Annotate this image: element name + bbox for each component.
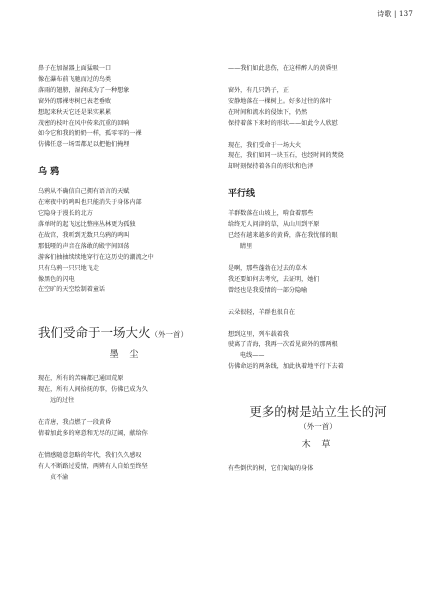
poem-line: 远的过往 (50, 397, 75, 405)
poem-stanza (228, 209, 408, 253)
poem-stanza (228, 330, 408, 374)
poem-line: 云朵很轻，羊群也很自在 (228, 308, 296, 316)
poem-line: 在时间和流水的侵蚀下，仍然 (228, 108, 308, 116)
poem-continuation-stanza (38, 64, 214, 151)
poem-subtitle: （外一首） (299, 422, 337, 432)
right-column (228, 64, 408, 475)
poem-stanza (228, 264, 408, 297)
poem-author: 墨 尘 (109, 350, 143, 361)
poem-line: 现在，我们受命于一场大火 (228, 141, 302, 149)
poem-line: 曾经也是我爱情的一部分隐喻 (228, 286, 308, 294)
poem-line: 贞不渝 (50, 473, 69, 481)
poem-line: 有些倒伏的树，它们匍匐的身体 (228, 465, 314, 473)
left-column (38, 64, 214, 484)
poem-line: 驶离了青海，我再一次看见窗外的那两根 (228, 341, 338, 349)
poem-title (38, 324, 214, 344)
poem-wuya (38, 187, 214, 296)
poem-line: 电线—— (240, 352, 265, 360)
poem-line: 在空旷的天空绘制着童话 (38, 286, 106, 294)
poem-stanza (38, 374, 214, 407)
poem-stanza (38, 418, 214, 440)
poem-stanza (38, 451, 214, 484)
poem-line: ——我们如此悲伤，在这样醉人的黄昏里 (228, 65, 338, 72)
poem-line: 窗外的那裸枣树已表老垂败 (38, 97, 112, 105)
poem-line: 在青唐，我点燃了一段黄昏 (38, 419, 112, 427)
poem-title-text: 我们受命于一场大火 (38, 325, 151, 341)
poem-line: 现在，所有人间拾抚的事，仿佛已成为久 (38, 386, 148, 394)
poem-line: 在情感随意忽略的年代，我们久久感叹 (38, 451, 142, 459)
poem-line: 落单时的起飞远比整座丛林更为孤独 (38, 220, 136, 228)
poem-subtitle: （外一首） (150, 330, 189, 340)
poem-line: 乌鸦从不确信自己拥有语言的天赋 (38, 188, 130, 196)
poem-line: 鼻子在加湿器上面猛吸一口 (38, 65, 112, 72)
poem-line: 倩着加此多的寒意和无尽的辽阔，献给你 (38, 429, 148, 437)
poem-line: 安静地落在一棵树上。好多过往的落叶 (228, 97, 332, 105)
section-title-pingxingxian: 平行线 (228, 189, 256, 200)
poem-line: 仿佛任意一场雪都足以把他们掩埋 (38, 141, 130, 149)
poem-line: 如今它和我的奶奶一样，孤零零的一裸 (38, 130, 142, 138)
poem-line: 羊群数落在山坡上，啃食着那些 (228, 210, 314, 218)
poem-line: 落雨的翅膀，湿润成为了一种想象 (38, 86, 130, 94)
poem-line: 我还要如何去考究，去证明，她们 (228, 275, 320, 283)
poem-line: 现在，所有的苦痛都已通回荒原 (38, 375, 124, 383)
poem-author: 木 草 (301, 440, 335, 451)
poem-line: 在寒夜中的鸣叫也只能消失于身体内部 (38, 199, 142, 207)
poem-line: 保持着落下来时的形状——如此令人欣慰 (228, 119, 338, 127)
poem-line: 给终无人问津的草，从山川到平原 (228, 221, 320, 229)
poem-line: 睛里 (240, 242, 253, 250)
poem-line: 像黑色的闪电 (38, 275, 75, 283)
poem-line: 是啊，那些蓬勃在过去的草木 (228, 264, 308, 272)
poem-line: 茂密的枝叶在风中传来沉重的回响 (38, 119, 130, 127)
poem-line: 在故宫，我听到无数只乌鸦的鸣叫 (38, 231, 130, 239)
section-title-wuya: 乌 鸦 (38, 167, 60, 178)
poem-line: 它隐身于漫长的北方 (38, 210, 93, 218)
poem-line: 那低哑的声音在落敢的殿宇间回荡 (38, 242, 130, 250)
poem-line: 像在瀑布前飞驰而过的鸟类 (38, 75, 112, 83)
poem-line: 想到这里，列车载着我 (228, 330, 289, 338)
poem-line: 却时刻保持着各自的形状和色泽 (228, 163, 314, 171)
poem-line: 现在，我们如同一块玉石，也经时间的焚烧 (228, 152, 344, 160)
page-header: 诗歌 | 137 (377, 10, 413, 18)
poem-line: 只有乌鸦一只只地飞走 (38, 264, 99, 272)
poem-line: 窗外，有几只鸽子，正 (228, 86, 289, 94)
poem-line: 游客们抽抽续续地穿行在这历史的潮流之中 (38, 253, 154, 261)
poem-title: 更多的树是站立生长的河 (249, 404, 387, 420)
poem-line: 有人不断路过爱情，两辨有人自始至终坚 (38, 462, 148, 470)
poem-line: 仿佛命运的两条线，加此执着地平行下去着 (228, 363, 344, 371)
poem-stanza (228, 86, 408, 130)
poem-line: 想起来秋天它还是果实累累 (38, 108, 112, 116)
poem-stanza (228, 141, 408, 174)
poem-line: 已经有越来越多的黄昏，落在我忧郁的眼 (228, 232, 338, 240)
